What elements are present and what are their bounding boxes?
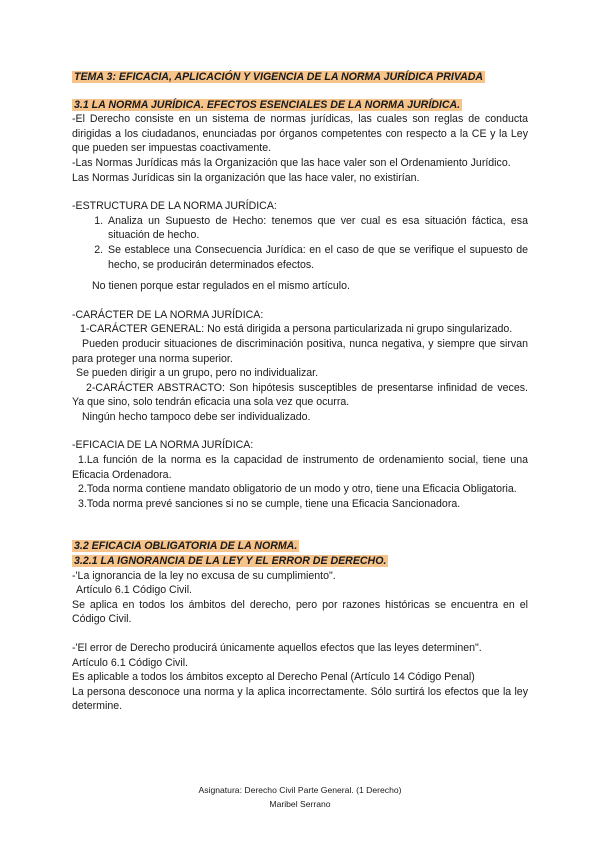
eficacia-heading: -EFICACIA DE LA NORMA JURÍDICA: <box>72 439 254 452</box>
section-heading-3-2 <box>72 539 528 554</box>
paragraph-sin-organizacion: Las Normas Jurídicas sin la organización que las hace valer, no existirían. <box>72 171 420 184</box>
document-title <box>72 70 528 85</box>
section-heading-3-1 <box>72 98 528 113</box>
title-highlight: TEMA 3: EFICACIA, APLICACIÓN Y VIGENCIA DE LA NORMA JURÍDICA PRIVADA <box>74 71 484 83</box>
subsection-heading-3-2-1 <box>72 554 528 569</box>
paragraph-ambitos: Se aplica en todos los ámbitos del derecho, pero por razones históricas se encuentra en el Código Civil. <box>72 598 528 626</box>
paragraph-normas-organizacion: -Las Normas Jurídicas más la Organización que las hace valer son el Ordenamiento Jurídico. <box>72 156 511 169</box>
eficacia-sancionadora: 3.Toda norma prevé sanciones si no se cumple, tiene una Eficacia Sancionadora. <box>78 497 461 510</box>
list-item: 1. Analiza un Supuesto de Hecho: tenemos que ver cual es esa situación fáctica, esa situación de hecho. <box>106 214 528 243</box>
footer-author: Maribel Serrano <box>269 799 331 809</box>
paragraph-desconoce-norma: La persona desconoce una norma y la aplica incorrectamente. Sólo surtirá los efectos que la ley determine. <box>72 685 528 713</box>
caracter-general: 1-CARÁCTER GENERAL: No está dirigida a persona particularizada ni grupo singularizado. <box>80 323 513 336</box>
document-body <box>72 70 528 714</box>
caracter-discriminacion: Pueden producir situaciones de discriminación positiva, nunca negativa, y siempre que sirvan para proteger una norma superior. <box>72 337 528 365</box>
estructura-list <box>72 214 528 272</box>
caracter-ningun-hecho: Ningún hecho tampoco debe ser individualizado. <box>82 410 311 423</box>
caracter-grupo: Se pueden dirigir a un grupo, pero no individualizar. <box>76 367 319 380</box>
list-item: 2. Se establece una Consecuencia Jurídica: en el caso de que se verifique el supuesto de hecho, se producirán determinados efectos. <box>106 243 528 272</box>
section-heading-highlight: 3.1 LA NORMA JURÍDICA. EFECTOS ESENCIALES DE LA NORMA JURÍDICA. <box>74 98 461 111</box>
eficacia-ordenadora: 1.La función de la norma es la capacidad de instrumento de ordenamiento social, tiene una Eficacia Ordenadora. <box>72 454 528 481</box>
page-footer <box>0 783 600 811</box>
article-reference: Artículo 6.1 Código Civil. <box>76 584 192 597</box>
paragraph-excepto-penal: Es aplicable a todos los ámbitos excepto al Derecho Penal (Artículo 14 Código Penal) <box>72 671 475 684</box>
footer-subject: Asignatura: Derecho Civil Parte General. (1 Derecho) <box>198 785 402 795</box>
quote-ignorancia: -'La ignorancia de la ley no excusa de su cumplimiento". <box>72 569 336 582</box>
section-heading-highlight: 3.2 EFICACIA OBLIGATORIA DE LA NORMA. <box>74 540 298 553</box>
caracter-heading: -CARÁCTER DE LA NORMA JURÍDICA: <box>72 308 264 321</box>
section-heading-highlight: 3.2.1 LA IGNORANCIA DE LA LEY Y EL ERROR DE DERECHO. <box>74 555 387 568</box>
caracter-abstracto: 2-CARÁCTER ABSTRACTO: Son hipótesis susceptibles de presentarse infinidad de veces. Ya que sino, solo tendrán eficacia una sola vez que ocurra. <box>72 381 528 409</box>
paragraph-derecho: -El Derecho consiste en un sistema de normas jurídicas, las cuales son reglas de conducta dirigidas a los ciudadanos, enunciadas por órganos competentes con respecto a la CE y la Ley que pueden ser impuestas coactivamente. <box>72 113 528 155</box>
eficacia-obligatoria: 2.Toda norma contiene mandato obligatorio de un modo y otro, tiene una Eficacia Obligatoria. <box>78 483 517 496</box>
estructura-note: No tienen porque estar regulados en el mismo artículo. <box>92 280 350 293</box>
article-reference: Artículo 6.1 Código Civil. <box>72 656 188 669</box>
quote-error-derecho: -'El error de Derecho producirá únicamente aquellos efectos que las leyes determinen". <box>72 642 482 654</box>
estructura-heading: -ESTRUCTURA DE LA NORMA JURÍDICA: <box>72 200 277 213</box>
